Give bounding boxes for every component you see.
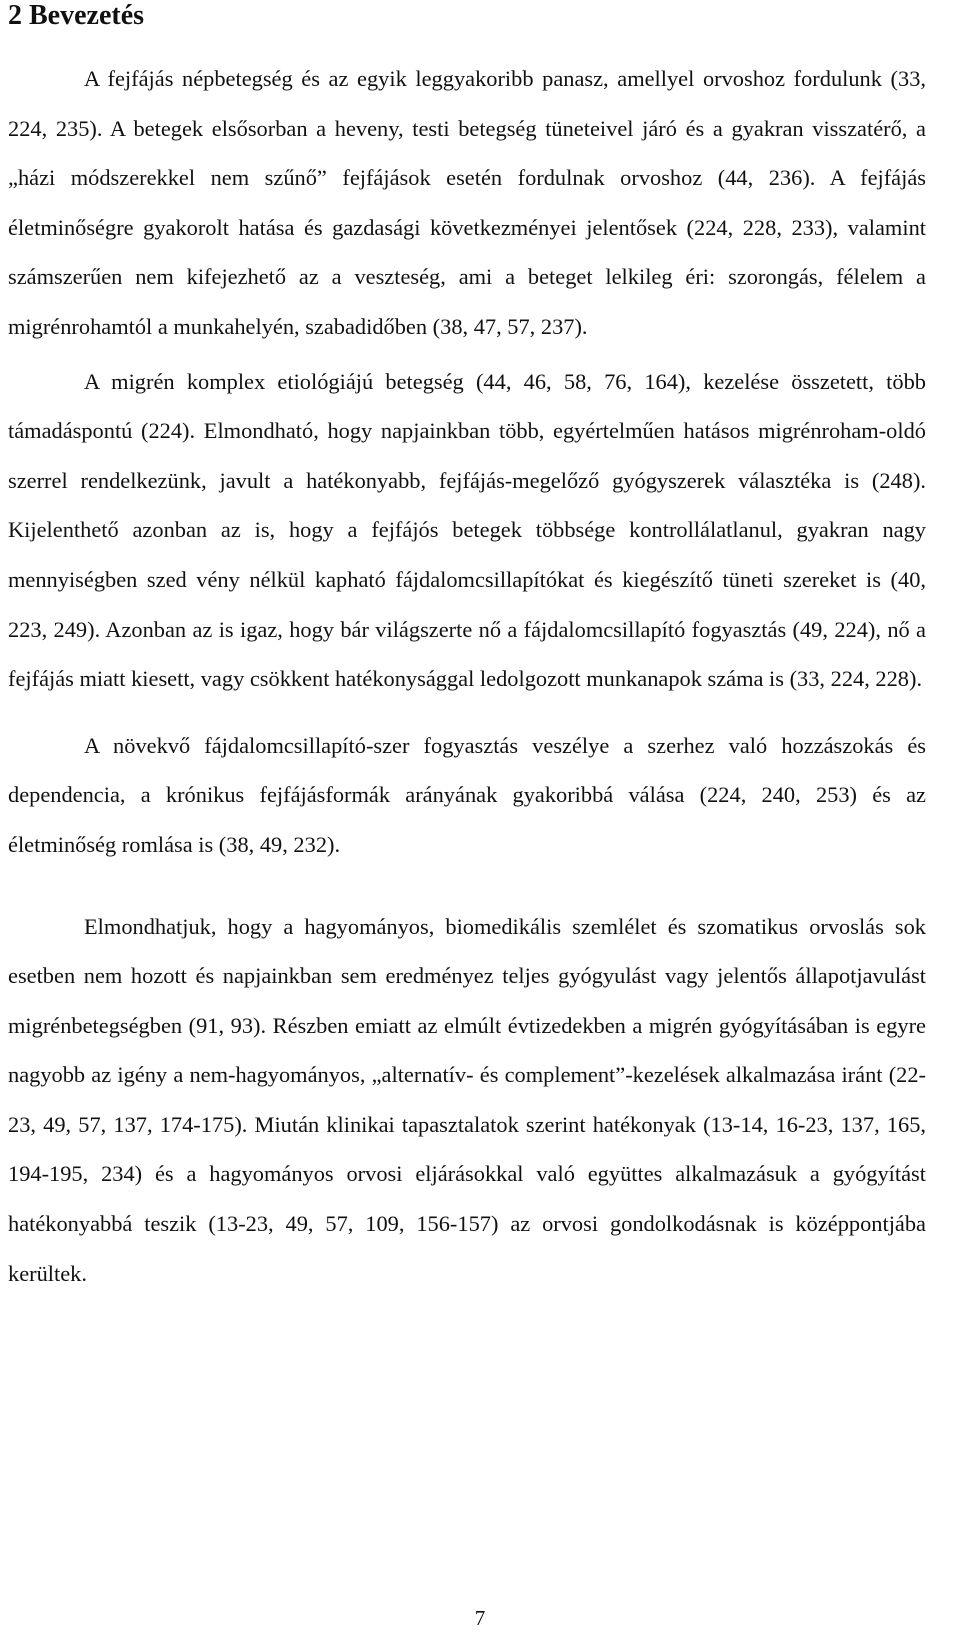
page-number: 7	[474, 1606, 486, 1630]
paragraph-2: A migrén komplex etiológiájú betegség (44, 46, 58, 76, 164), kezelése összetett, több támadáspontú (224). Elmondható, hogy napjainkban több, egyértelműen hatásos migrénroham-oldó szerrel rendelkezünk, javult a hatékonyabb, fejfájás-megelőző gyógyszerek választéka is (248). Kijelenthető azonban az is, hogy a fejfájós betegek többsége kontrollálatlanul, gyakran nagy mennyiségben szed vény nélkül kapható fájdalomcsillapítókat és kiegészítő tüneti szereket is (40, 223, 249). Azonban az is igaz, hogy bár világszerte nő a fájdalomcsillapító fogyasztás (49, 224), nő a fejfájás miatt kiesett, vagy csökkent hatékonysággal ledolgozott munkanapok száma is (33, 224, 228).	[8, 368, 926, 692]
section-heading: 2 Bevezetés	[8, 0, 145, 31]
paragraph-1: A fejfájás népbetegség és az egyik leggyakoribb panasz, amellyel orvoshoz fordulunk (33, 224, 235). A betegek elsősorban a heveny, testi betegség tüneteivel járó és a gyakran visszatérő, a „házi módszerekkel nem szűnő” fejfájások esetén fordulnak orvoshoz (44, 236). A fejfájás életminőségre gyakorolt hatása és gazdasági következményei jelentősek (224, 228, 233), valamint számszerűen nem kifejezhető az a veszteség, ami a beteget lelkileg éri: szorongás, félelem a migrénrohamtól a munkahelyén, szabadidőben (38, 47, 57, 237).	[8, 66, 926, 339]
paragraph-3: A növekvő fájdalomcsillapító-szer fogyasztás veszélye a szerhez való hozzászokás és dependencia, a krónikus fejfájásformák arányának gyakoribbá válása (224, 240, 253) és az életminőség romlása is (38, 49, 232).	[8, 732, 926, 857]
paragraph-4: Elmondhatjuk, hogy a hagyományos, biomedikális szemlélet és szomatikus orvoslás sok esetben nem hozott és napjainkban sem eredményez teljes gyógyulást vagy jelentős állapotjavulást migrénbetegségben (91, 93). Részben emiatt az elmúlt évtizedekben a migrén gyógyításában is egyre nagyobb az igény a nem-hagyományos, „alternatív- és complement”-kezelések alkalmazása iránt (22-23, 49, 57, 137, 174-175). Miután klinikai tapasztalatok szerint hatékonyak (13-14, 16-23, 137, 165, 194-195, 234) és a hagyományos orvosi eljárásokkal való együttes alkalmazásuk a gyógyítást hatékonyabbá teszik (13-23, 49, 57, 109, 156-157) az orvosi gondolkodásnak is középpontjába kerültek.	[8, 913, 926, 1286]
document-page	[8, 0, 926, 1298]
